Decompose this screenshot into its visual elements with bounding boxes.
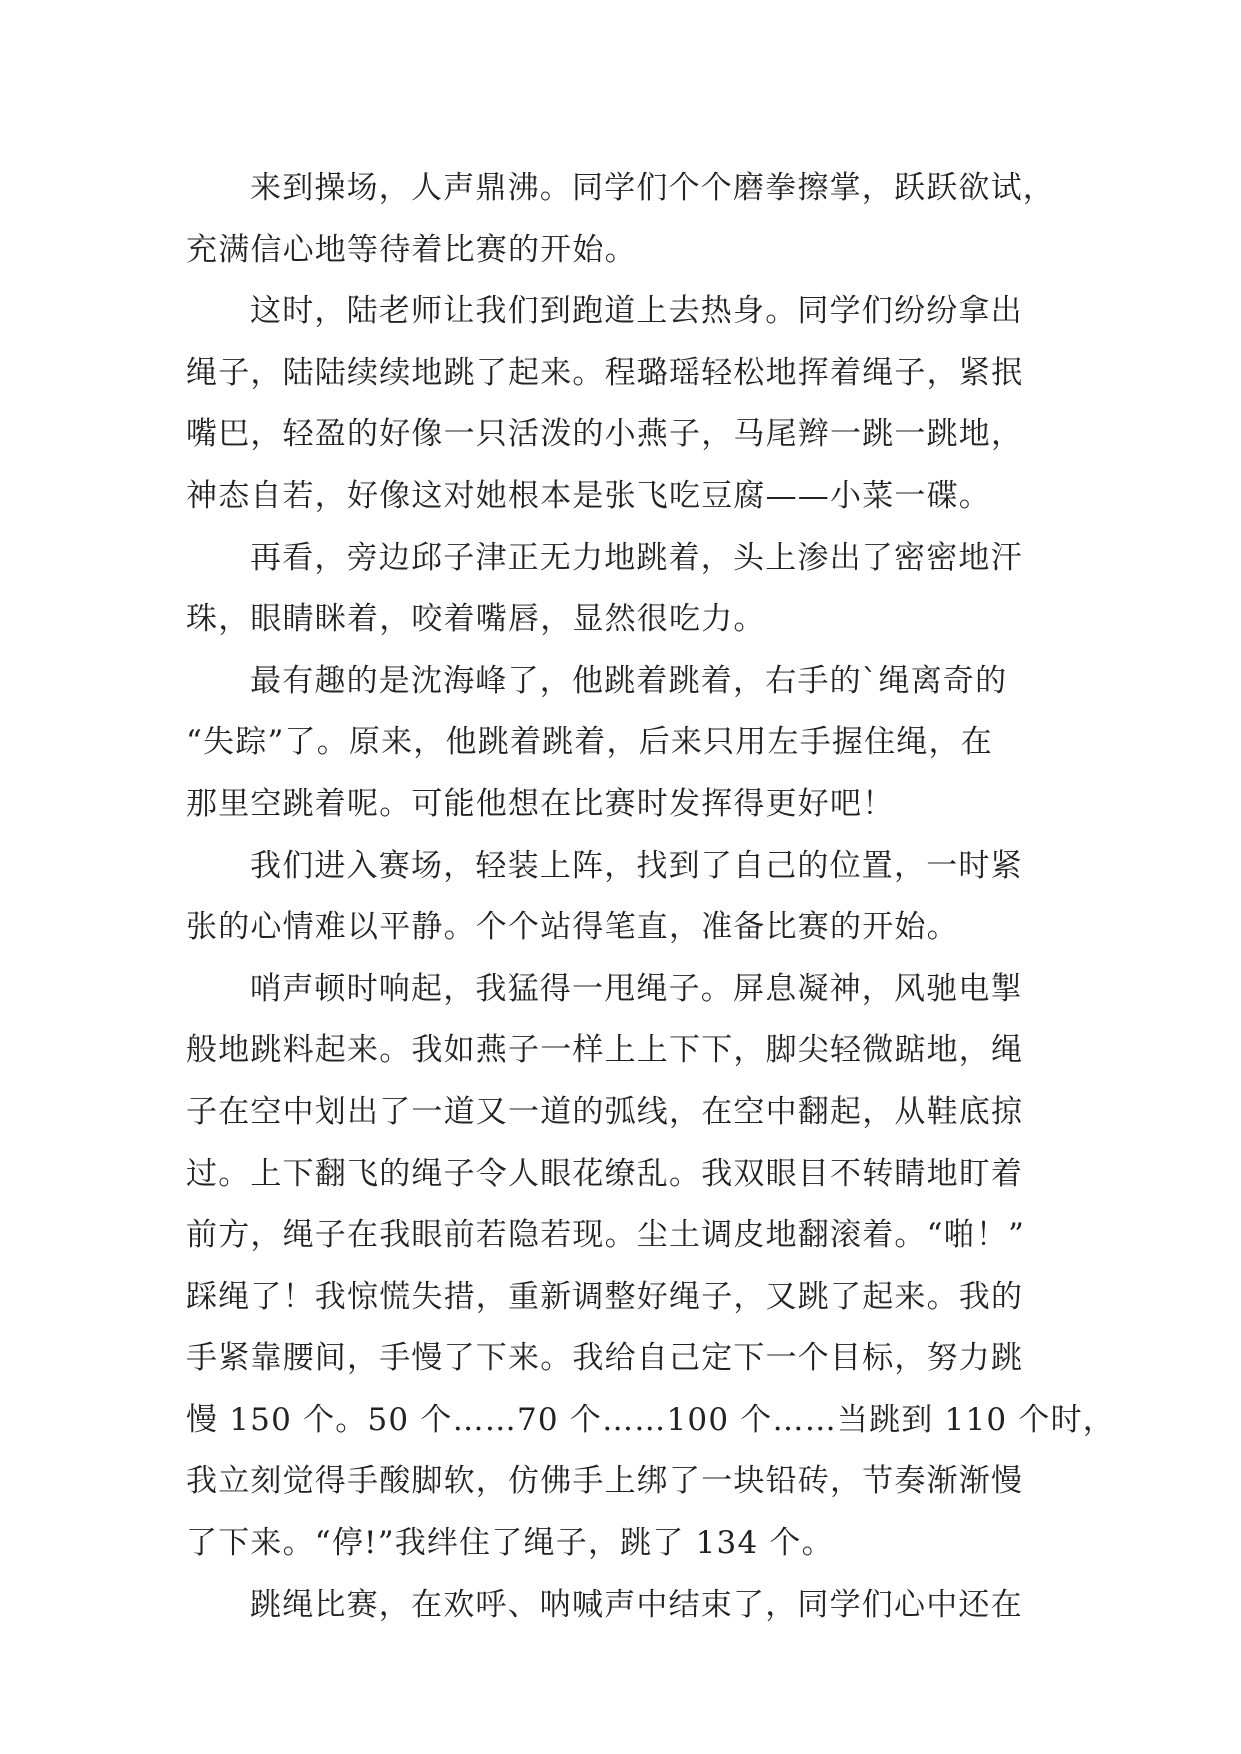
text-line: 跳绳比赛，在欢呼、呐喊声中结束了，同学们心中还在 xyxy=(250,1586,1023,1623)
text-line: 慢 150 个。50 个……70 个……100 个……当跳到 110 个时， xyxy=(186,1401,1115,1438)
text-line: 子在空中划出了一道又一道的弧线，在空中翻起，从鞋底掠 xyxy=(186,1093,1024,1130)
text-line: 张的心情难以平静。个个站得笔直，准备比赛的开始。 xyxy=(186,909,959,946)
text-line: 踩绳了！我惊慌失措，重新调整好绳子，又跳了起来。我的 xyxy=(186,1278,1024,1315)
text-line: 来到操场，人声鼎沸。同学们个个磨拳擦掌，跃跃欲试， xyxy=(250,170,1055,206)
text-line: 绳子，陆陆续续地跳了起来。程璐瑶轻松地挥着绳子，紧抿 xyxy=(186,354,1024,391)
text-line: 最有趣的是沈海峰了，他跳着跳着，右手的`绳离奇的 xyxy=(250,662,1008,699)
text-line: 我立刻觉得手酸脚软，仿佛手上绑了一块铅砖，节奏渐渐慢 xyxy=(186,1463,1024,1500)
text-line: 那里空跳着呢。可能他想在比赛时发挥得更好吧！ xyxy=(186,785,895,822)
text-line: 前方，绳子在我眼前若隐若现。尘土调皮地翻滚着。“啪！” xyxy=(186,1217,1026,1254)
text-line: 哨声顿时响起，我猛得一甩绳子。屏息凝神，风驰电掣 xyxy=(250,970,1023,1007)
text-line: “失踪”了。原来，他跳着跳着，后来只用左手握住绳，在 xyxy=(186,724,993,761)
text-line: 般地跳料起来。我如燕子一样上上下下，脚尖轻微踮地，绳 xyxy=(186,1032,1024,1069)
text-line: 嘴巴，轻盈的好像一只活泼的小燕子，马尾辫一跳一跳地， xyxy=(186,416,1024,453)
text-line: 再看，旁边邱子津正无力地跳着，头上渗出了密密地汗 xyxy=(250,539,1023,576)
text-line: 珠，眼睛眯着，咬着嘴唇，显然很吃力。 xyxy=(186,601,766,638)
text-line: 手紧靠腰间，手慢了下来。我给自己定下一个目标，努力跳 xyxy=(186,1340,1024,1377)
text-line: 我们进入赛场，轻装上阵，找到了自己的位置，一时紧 xyxy=(250,847,1023,884)
text-line: 神态自若，好像这对她根本是张飞吃豆腐——小菜一碟。 xyxy=(186,477,991,514)
text-line: 了下来。“停!”我绊住了绳子，跳了 134 个。 xyxy=(186,1525,834,1562)
body-text xyxy=(186,158,1115,1636)
text-line: 这时，陆老师让我们到跑道上去热身。同学们纷纷拿出 xyxy=(250,293,1023,330)
text-line: 过。上下翻飞的绳子令人眼花缭乱。我双眼目不转睛地盯着 xyxy=(186,1155,1024,1192)
text-line: 充满信心地等待着比赛的开始。 xyxy=(186,231,637,268)
